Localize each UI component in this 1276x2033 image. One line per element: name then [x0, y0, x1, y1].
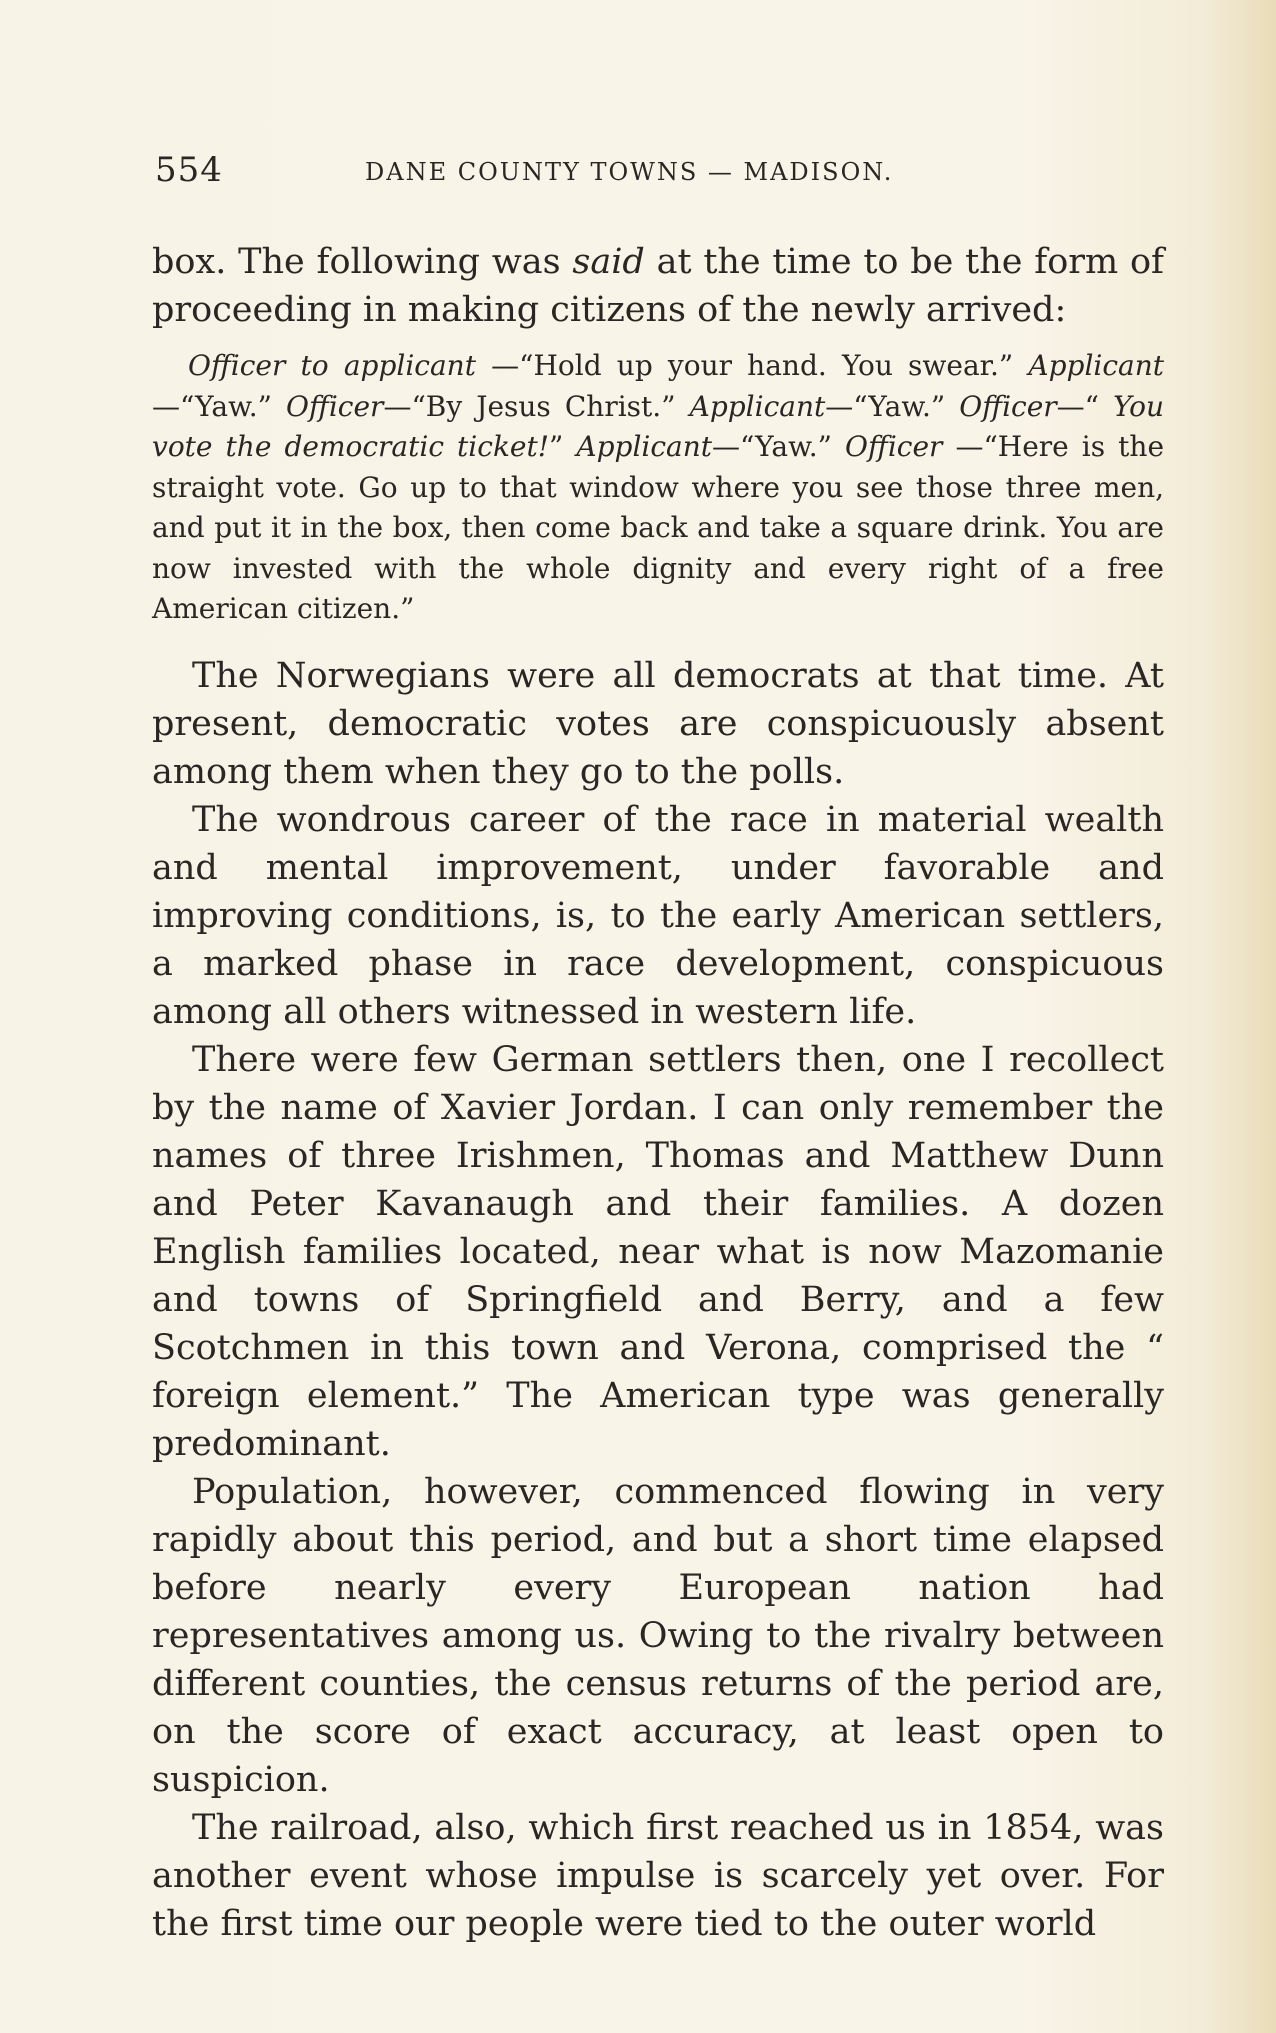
speaker-label: Officer: [286, 389, 384, 423]
body-text: [152, 238, 1164, 1948]
quoted-dialogue: [152, 346, 1164, 630]
paragraph-norwegians: The Norwegians were all democrats at that time. At present, democratic votes are conspicuously absent among them when they go to the polls.: [152, 655, 1164, 792]
paragraph-railroad: The railroad, also, which first reached us in 1854, was another event whose impulse is scarcely yet over. For the first time our people were tied to the outer world: [152, 1807, 1164, 1944]
dialogue-text: —“By Jesus Christ.”: [383, 389, 690, 423]
speaker-label: Officer to applicant: [188, 349, 476, 382]
running-head: DANE COUNTY TOWNS — MADISON.: [365, 158, 894, 186]
dialogue-text: —“: [1056, 389, 1114, 423]
dialogue-text: —“Yaw.”: [152, 389, 287, 423]
paragraph-population: Population, however, commenced flowing in very rapidly about this period, and but a short time elapsed before nearly every European nation had representatives among us. Owing to the rivalry between different counties, the census returns of the period are, on the score of exact accuracy, at least open to suspicion.: [152, 1471, 1164, 1800]
page-number: 554: [155, 150, 223, 190]
intro-emphasis: said: [572, 242, 645, 282]
dialogue-emphasis: You vote the democratic ticket!: [152, 389, 1165, 463]
speaker-label: Applicant: [576, 430, 713, 463]
dialogue-text: —“Hold up your hand. You swear.”: [475, 349, 1029, 382]
speaker-label: Applicant: [1028, 349, 1165, 382]
dialogue-text: —“Here is the straight vote. Go up to that window where you see those three men, and put it in the box, then come back and take a square drink. You are now invested with the whole dignity and every right of a free American citizen.”: [152, 430, 1165, 625]
speaker-label: Officer: [959, 389, 1057, 423]
dialogue-text: ”: [549, 430, 577, 463]
dialogue-text: —“Yaw.”: [712, 430, 846, 463]
dialogue-text: —“Yaw.”: [825, 389, 960, 423]
intro-text-c: at the time to be the form of proceeding in making citizens of the newly arrived:: [152, 242, 1164, 330]
intro-text-a: box. The following was: [152, 242, 573, 282]
speaker-label: Officer: [845, 430, 943, 463]
intro-paragraph: [152, 238, 1164, 334]
page-header: [155, 150, 1135, 200]
speaker-label: Applicant: [689, 389, 826, 423]
paragraph-career: The wondrous career of the race in material wealth and mental improvement, under favorable and improving conditions, is, to the early American settlers, a marked phase in race development, conspicuous among all others witnessed in western life.: [152, 799, 1164, 1032]
paragraph-settlers: There were few German settlers then, one I recollect by the name of Xavier Jordan. I can only remember the names of three Irishmen, Thomas and Matthew Dunn and Peter Kavanaugh and their families. A dozen English families located, near what is now Mazomanie and towns of Springfield and Berry, and a few Scotchmen in this town and Verona, comprised the “ foreign element.” The American type was generally predominant.: [152, 1039, 1164, 1464]
